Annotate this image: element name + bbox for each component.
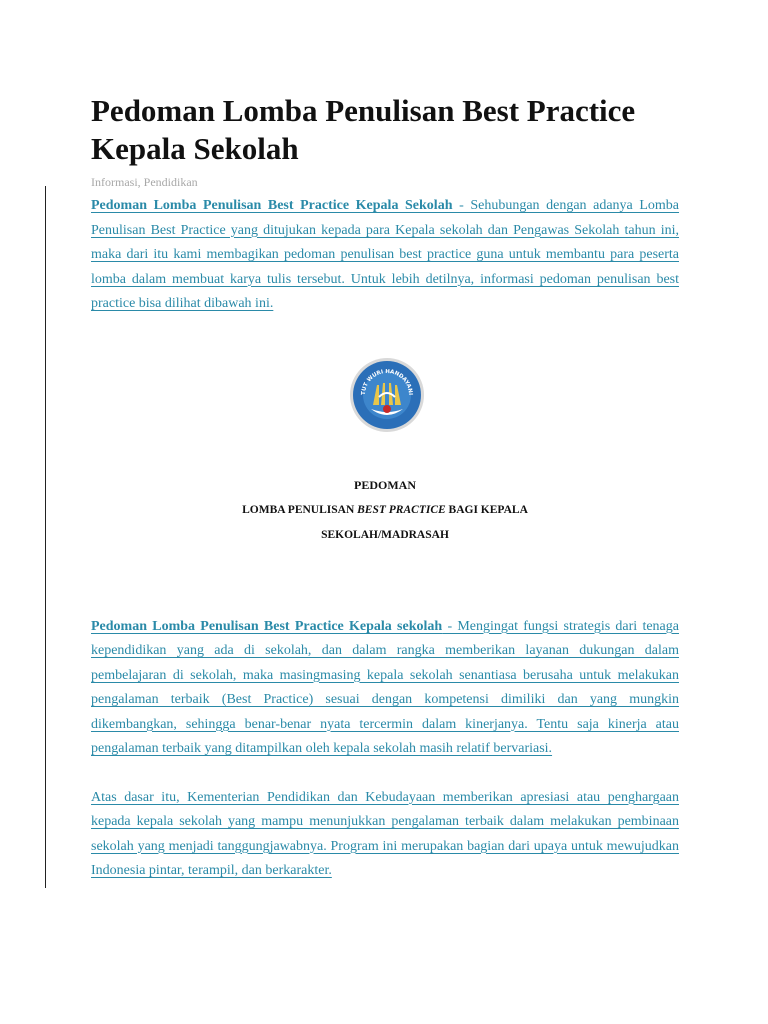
intro-paragraph xyxy=(91,194,679,317)
emblem-motto: TUT WURI HANDAYANI xyxy=(360,368,414,395)
cover-line-2-em: BEST PRACTICE xyxy=(357,503,446,516)
article xyxy=(91,92,679,884)
third-text-link[interactable]: Atas dasar itu, Kementerian Pendidikan dan Kebudayaan memberikan apresiasi atau penghargaan kepada kepala sekolah yang mampu menunjukkan pengalaman terbaik dalam melakukan pembinaan sekolah yang menjadi tanggungjawabnya. Program ini merupakan bagian dari upaya untuk mewujudkan Indonesia pintar, terampil, dan berkarakter. xyxy=(91,789,679,878)
tut-wuri-handayani-emblem-icon xyxy=(349,357,425,433)
cover-title xyxy=(91,473,679,548)
cover-line-2-post: BAGI KEPALA xyxy=(445,503,528,516)
cover-line-2 xyxy=(91,498,679,523)
cover-line-2-pre: LOMBA PENULISAN xyxy=(242,503,358,516)
cover-line-3: SEKOLAH/MADRASAH xyxy=(321,528,449,541)
second-text-link[interactable]: - Mengingat fungsi strategis dari tenaga kependidikan yang ada di sekolah, dan dalam rangka memberikan layanan dukungan dalam pembelajaran di sekolah, maka masingmasing kepala sekolah senantiasa berusaha untuk melakukan pengalaman terbaik (Best Practice) sesuai dengan kompetensi dimiliki dan yang mungkin dikembangkan, sehingga benar-benar nyata tercermin dalam kinerjanya. Tentu saja kinerja atau pengalaman terbaik yang ditampilkan oleh kepala sekolah masih relatif bervariasi. xyxy=(91,618,679,756)
third-paragraph xyxy=(91,786,679,884)
margin-rule xyxy=(45,186,46,888)
category-tags[interactable]: Informasi, Pendidikan xyxy=(91,175,198,189)
second-paragraph xyxy=(91,615,679,762)
intro-text-link[interactable]: - Sehubungan dengan adanya Lomba Penulisan Best Practice yang ditujukan kepada para Kepala sekolah dan Pengawas Sekolah tahun ini, maka dari itu kami membagikan pedoman penulisan best practice guna untuk membantu para peserta lomba dalam membuat karya tulis tersebut. Untuk lebih detilnya, informasi pedoman penulisan best practice bisa dilihat dibawah ini. xyxy=(91,198,680,311)
page-title: Pedoman Lomba Penulisan Best Practice Kepala Sekolah xyxy=(91,93,636,166)
second-lead-link[interactable]: Pedoman Lomba Penulisan Best Practice Kepala sekolah xyxy=(91,618,443,634)
cover-image xyxy=(91,357,679,615)
cover-line-1: PEDOMAN xyxy=(354,477,416,492)
intro-lead-link[interactable]: Pedoman Lomba Penulisan Best Practice Kepala Sekolah xyxy=(91,198,453,213)
